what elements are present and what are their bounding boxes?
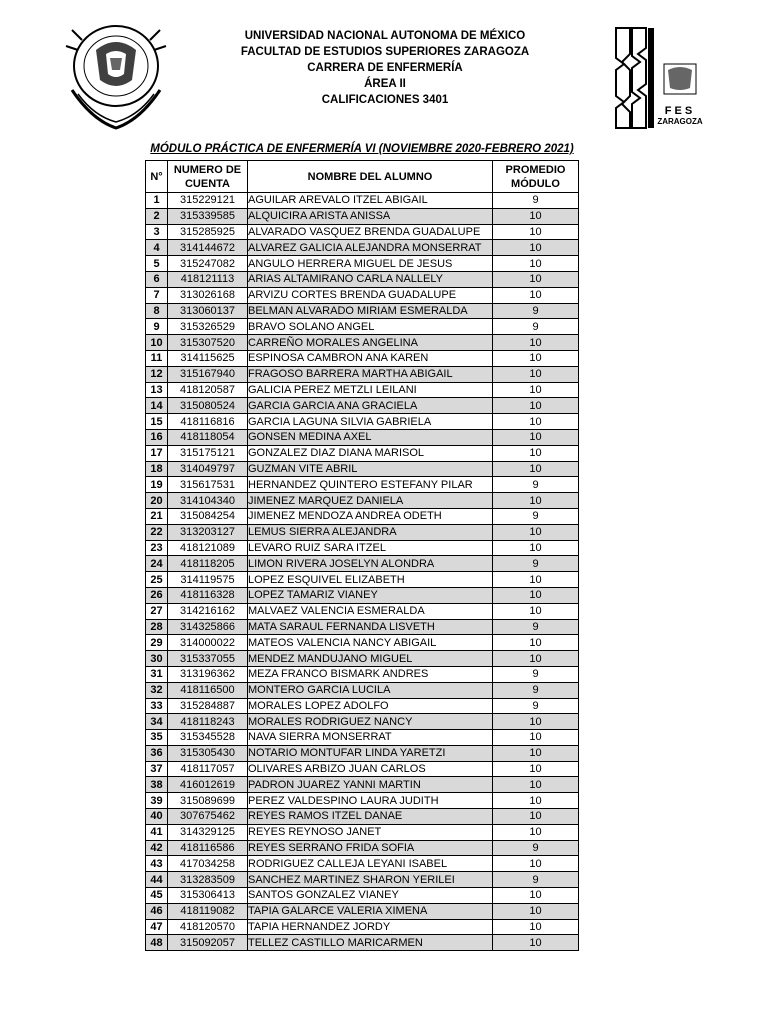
table-row [146, 856, 579, 872]
account-number: 418116586 [168, 840, 248, 856]
student-name: ALQUICIRA ARISTA ANISSA [248, 208, 493, 224]
module-average: 10 [493, 240, 579, 256]
module-average: 9 [493, 840, 579, 856]
module-average: 10 [493, 461, 579, 477]
module-average: 10 [493, 224, 579, 240]
account-number: 315305430 [168, 745, 248, 761]
student-name: REYES SERRANO FRIDA SOFIA [248, 840, 493, 856]
module-average: 9 [493, 303, 579, 319]
student-name: REYES RAMOS ITZEL DANAE [248, 809, 493, 825]
module-average: 10 [493, 271, 579, 287]
header-module-average: PROMEDIO MÓDULO [493, 161, 579, 193]
account-number: 313196362 [168, 666, 248, 682]
row-number: 40 [146, 809, 168, 825]
row-number: 10 [146, 335, 168, 351]
account-number: 315229121 [168, 193, 248, 209]
module-average: 10 [493, 524, 579, 540]
header-career: CARRERA DE ENFERMERÍA [307, 62, 463, 74]
table-row [146, 840, 579, 856]
table-row [146, 809, 579, 825]
student-name: JIMENEZ MENDOZA ANDREA ODETH [248, 508, 493, 524]
module-title: MÓDULO PRÁCTICA DE ENFERMERÍA VI (NOVIEMBRE 2020-FEBRERO 2021) [150, 143, 574, 155]
table-row [146, 888, 579, 904]
student-name: BRAVO SOLANO ANGEL [248, 319, 493, 335]
account-number: 418117057 [168, 761, 248, 777]
student-name: MORALES LOPEZ ADOLFO [248, 698, 493, 714]
row-number: 2 [146, 208, 168, 224]
table-row [146, 240, 579, 256]
module-average: 10 [493, 398, 579, 414]
student-name: GARCIA LAGUNA SILVIA GABRIELA [248, 414, 493, 430]
module-average: 9 [493, 666, 579, 682]
row-number: 18 [146, 461, 168, 477]
table-row [146, 761, 579, 777]
table-row [146, 919, 579, 935]
student-name: SANCHEZ MARTINEZ SHARON YERILEI [248, 872, 493, 888]
row-number: 36 [146, 745, 168, 761]
row-number: 45 [146, 888, 168, 904]
header-number: N° [146, 161, 168, 193]
module-average: 10 [493, 414, 579, 430]
row-number: 11 [146, 350, 168, 366]
row-number: 22 [146, 524, 168, 540]
module-average: 10 [493, 761, 579, 777]
module-average: 9 [493, 477, 579, 493]
module-average: 10 [493, 603, 579, 619]
row-number: 19 [146, 477, 168, 493]
account-number: 418120587 [168, 382, 248, 398]
account-number: 418116500 [168, 682, 248, 698]
account-number: 315307520 [168, 335, 248, 351]
table-row [146, 350, 579, 366]
row-number: 43 [146, 856, 168, 872]
student-name: GUZMAN VITE ABRIL [248, 461, 493, 477]
account-number: 418116816 [168, 414, 248, 430]
account-number: 315089699 [168, 793, 248, 809]
module-average: 10 [493, 256, 579, 272]
module-average: 10 [493, 493, 579, 509]
header-faculty: FACULTAD DE ESTUDIOS SUPERIORES ZARAGOZA [240, 46, 530, 58]
header-university: UNIVERSIDAD NACIONAL AUTONOMA DE MÉXICO [244, 30, 526, 42]
account-number: 418120570 [168, 919, 248, 935]
module-average: 10 [493, 335, 579, 351]
student-name: ALVAREZ GALICIA ALEJANDRA MONSERRAT [248, 240, 493, 256]
table-row [146, 461, 579, 477]
module-average: 10 [493, 540, 579, 556]
module-average: 10 [493, 429, 579, 445]
student-name: TAPIA GALARCE VALERIA XIMENA [248, 903, 493, 919]
module-average: 10 [493, 824, 579, 840]
row-number: 48 [146, 935, 168, 951]
row-number: 21 [146, 508, 168, 524]
row-number: 26 [146, 587, 168, 603]
zaragoza-label: ZARAGOZA [657, 117, 703, 126]
account-number: 314104340 [168, 493, 248, 509]
student-name: JIMENEZ MARQUEZ DANIELA [248, 493, 493, 509]
row-number: 38 [146, 777, 168, 793]
table-row [146, 429, 579, 445]
module-average: 10 [493, 382, 579, 398]
table-row [146, 666, 579, 682]
header-student-name: NOMBRE DEL ALUMNO [248, 161, 493, 193]
module-average: 10 [493, 793, 579, 809]
row-number: 32 [146, 682, 168, 698]
account-number: 315306413 [168, 888, 248, 904]
account-number: 315284887 [168, 698, 248, 714]
account-number: 418121089 [168, 540, 248, 556]
student-name: LOPEZ ESQUIVEL ELIZABETH [248, 572, 493, 588]
table-row [146, 508, 579, 524]
account-number: 313026168 [168, 287, 248, 303]
student-name: GARCIA GARCIA ANA GRACIELA [248, 398, 493, 414]
table-row [146, 366, 579, 382]
grades-table [145, 160, 579, 951]
table-row [146, 524, 579, 540]
table-row [146, 635, 579, 651]
row-number: 34 [146, 714, 168, 730]
account-number: 313203127 [168, 524, 248, 540]
table-row [146, 682, 579, 698]
account-number: 314119575 [168, 572, 248, 588]
table-row [146, 193, 579, 209]
student-name: MATEOS VALENCIA NANCY ABIGAIL [248, 635, 493, 651]
student-name: HERNANDEZ QUINTERO ESTEFANY PILAR [248, 477, 493, 493]
student-name: SANTOS GONZALEZ VIANEY [248, 888, 493, 904]
row-number: 35 [146, 730, 168, 746]
student-name: NOTARIO MONTUFAR LINDA YARETZI [248, 745, 493, 761]
account-number: 314000022 [168, 635, 248, 651]
student-name: TELLEZ CASTILLO MARICARMEN [248, 935, 493, 951]
student-name: AGUILAR AREVALO ITZEL ABIGAIL [248, 193, 493, 209]
module-average: 10 [493, 350, 579, 366]
fes-label: FES [664, 105, 696, 117]
row-number: 13 [146, 382, 168, 398]
header-account-number: NUMERO DE CUENTA [168, 161, 248, 193]
student-name: ARVIZU CORTES BRENDA GUADALUPE [248, 287, 493, 303]
row-number: 23 [146, 540, 168, 556]
row-number: 15 [146, 414, 168, 430]
account-number: 315080524 [168, 398, 248, 414]
table-row [146, 572, 579, 588]
row-number: 37 [146, 761, 168, 777]
account-number: 315167940 [168, 366, 248, 382]
account-number: 418121113 [168, 271, 248, 287]
student-name: LIMON RIVERA JOSELYN ALONDRA [248, 556, 493, 572]
student-name: GONZALEZ DIAZ DIANA MARISOL [248, 445, 493, 461]
student-name: ESPINOSA CAMBRON ANA KAREN [248, 350, 493, 366]
module-average: 9 [493, 698, 579, 714]
row-number: 4 [146, 240, 168, 256]
student-name: MALVAEZ VALENCIA ESMERALDA [248, 603, 493, 619]
account-number: 418118054 [168, 429, 248, 445]
row-number: 12 [146, 366, 168, 382]
table-row [146, 698, 579, 714]
table-row [146, 619, 579, 635]
row-number: 1 [146, 193, 168, 209]
student-name: LOPEZ TAMARIZ VIANEY [248, 587, 493, 603]
account-number: 315175121 [168, 445, 248, 461]
module-average: 10 [493, 730, 579, 746]
table-row [146, 730, 579, 746]
account-number: 315084254 [168, 508, 248, 524]
row-number: 8 [146, 303, 168, 319]
account-number: 315345528 [168, 730, 248, 746]
table-row [146, 603, 579, 619]
student-name: PEREZ VALDESPINO LAURA JUDITH [248, 793, 493, 809]
student-name: NAVA SIERRA MONSERRAT [248, 730, 493, 746]
account-number: 314216162 [168, 603, 248, 619]
account-number: 315092057 [168, 935, 248, 951]
table-row [146, 224, 579, 240]
module-average: 9 [493, 193, 579, 209]
table-row [146, 493, 579, 509]
table-row [146, 540, 579, 556]
module-average: 9 [493, 319, 579, 335]
student-name: CARREÑO MORALES ANGELINA [248, 335, 493, 351]
row-number: 5 [146, 256, 168, 272]
account-number: 315617531 [168, 477, 248, 493]
account-number: 417034258 [168, 856, 248, 872]
row-number: 41 [146, 824, 168, 840]
row-number: 16 [146, 429, 168, 445]
table-row [146, 303, 579, 319]
student-name: FRAGOSO BARRERA MARTHA ABIGAIL [248, 366, 493, 382]
module-average: 10 [493, 856, 579, 872]
table-header-row [146, 161, 579, 193]
row-number: 17 [146, 445, 168, 461]
account-number: 418118205 [168, 556, 248, 572]
row-number: 24 [146, 556, 168, 572]
module-average: 9 [493, 619, 579, 635]
row-number: 31 [146, 666, 168, 682]
table-row [146, 271, 579, 287]
account-number: 418116328 [168, 587, 248, 603]
row-number: 42 [146, 840, 168, 856]
table-row [146, 556, 579, 572]
row-number: 3 [146, 224, 168, 240]
student-name: MORALES RODRIGUEZ NANCY [248, 714, 493, 730]
account-number: 315285925 [168, 224, 248, 240]
account-number: 418118243 [168, 714, 248, 730]
row-number: 6 [146, 271, 168, 287]
module-average: 9 [493, 508, 579, 524]
row-number: 39 [146, 793, 168, 809]
table-row [146, 651, 579, 667]
account-number: 314115625 [168, 350, 248, 366]
unam-seal-logo [62, 20, 170, 134]
student-name: ARIAS ALTAMIRANO CARLA NALLELY [248, 271, 493, 287]
student-name: BELMAN ALVARADO MIRIAM ESMERALDA [248, 303, 493, 319]
module-average: 10 [493, 903, 579, 919]
row-number: 47 [146, 919, 168, 935]
module-average: 10 [493, 445, 579, 461]
account-number: 416012619 [168, 777, 248, 793]
module-average: 10 [493, 745, 579, 761]
table-row [146, 793, 579, 809]
account-number: 314329125 [168, 824, 248, 840]
table-row [146, 714, 579, 730]
account-number: 314325866 [168, 619, 248, 635]
student-name: MONTERO GARCIA LUCILA [248, 682, 493, 698]
table-row [146, 777, 579, 793]
student-name: RODRIGUEZ CALLEJA LEYANI ISABEL [248, 856, 493, 872]
table-row [146, 256, 579, 272]
table-row [146, 445, 579, 461]
module-average: 10 [493, 651, 579, 667]
student-name: MENDEZ MANDUJANO MIGUEL [248, 651, 493, 667]
fes-zaragoza-logo [610, 24, 710, 132]
module-average: 10 [493, 366, 579, 382]
table-row [146, 208, 579, 224]
table-row [146, 287, 579, 303]
table-row [146, 319, 579, 335]
module-average: 9 [493, 556, 579, 572]
student-name: OLIVARES ARBIZO JUAN CARLOS [248, 761, 493, 777]
row-number: 33 [146, 698, 168, 714]
module-average: 10 [493, 287, 579, 303]
account-number: 315247082 [168, 256, 248, 272]
module-average: 10 [493, 809, 579, 825]
module-average: 10 [493, 635, 579, 651]
module-average: 10 [493, 572, 579, 588]
student-name: GALICIA PEREZ METZLI LEILANI [248, 382, 493, 398]
row-number: 9 [146, 319, 168, 335]
table-row [146, 414, 579, 430]
account-number: 307675462 [168, 809, 248, 825]
header-area: ÁREA II [364, 78, 406, 90]
module-average: 10 [493, 919, 579, 935]
row-number: 14 [146, 398, 168, 414]
module-average: 9 [493, 682, 579, 698]
table-row [146, 872, 579, 888]
row-number: 20 [146, 493, 168, 509]
student-name: GONSEN MEDINA AXEL [248, 429, 493, 445]
header-grades-group: CALIFICACIONES 3401 [321, 94, 449, 106]
module-average: 10 [493, 208, 579, 224]
account-number: 315339585 [168, 208, 248, 224]
table-row [146, 398, 579, 414]
student-name: MEZA FRANCO BISMARK ANDRES [248, 666, 493, 682]
document-header [180, 28, 590, 108]
table-row [146, 587, 579, 603]
student-name: LEVARO RUIZ SARA ITZEL [248, 540, 493, 556]
account-number: 313060137 [168, 303, 248, 319]
student-name: REYES REYNOSO JANET [248, 824, 493, 840]
table-row [146, 903, 579, 919]
row-number: 25 [146, 572, 168, 588]
row-number: 30 [146, 651, 168, 667]
account-number: 314144672 [168, 240, 248, 256]
table-row [146, 745, 579, 761]
student-name: ALVARADO VASQUEZ BRENDA GUADALUPE [248, 224, 493, 240]
table-row [146, 824, 579, 840]
account-number: 418119082 [168, 903, 248, 919]
student-name: LEMUS SIERRA ALEJANDRA [248, 524, 493, 540]
module-average: 10 [493, 888, 579, 904]
account-number: 315326529 [168, 319, 248, 335]
module-average: 10 [493, 777, 579, 793]
account-number: 315337055 [168, 651, 248, 667]
row-number: 27 [146, 603, 168, 619]
student-name: TAPIA HERNANDEZ JORDY [248, 919, 493, 935]
table-row [146, 335, 579, 351]
account-number: 313283509 [168, 872, 248, 888]
table-row [146, 935, 579, 951]
row-number: 29 [146, 635, 168, 651]
student-name: PADRON JUAREZ YANNI MARTIN [248, 777, 493, 793]
module-average: 10 [493, 587, 579, 603]
row-number: 28 [146, 619, 168, 635]
row-number: 7 [146, 287, 168, 303]
row-number: 44 [146, 872, 168, 888]
student-name: MATA SARAUL FERNANDA LISVETH [248, 619, 493, 635]
table-row [146, 477, 579, 493]
table-row [146, 382, 579, 398]
account-number: 314049797 [168, 461, 248, 477]
module-average: 10 [493, 935, 579, 951]
module-average: 9 [493, 872, 579, 888]
row-number: 46 [146, 903, 168, 919]
module-average: 10 [493, 714, 579, 730]
student-name: ANGULO HERRERA MIGUEL DE JESUS [248, 256, 493, 272]
